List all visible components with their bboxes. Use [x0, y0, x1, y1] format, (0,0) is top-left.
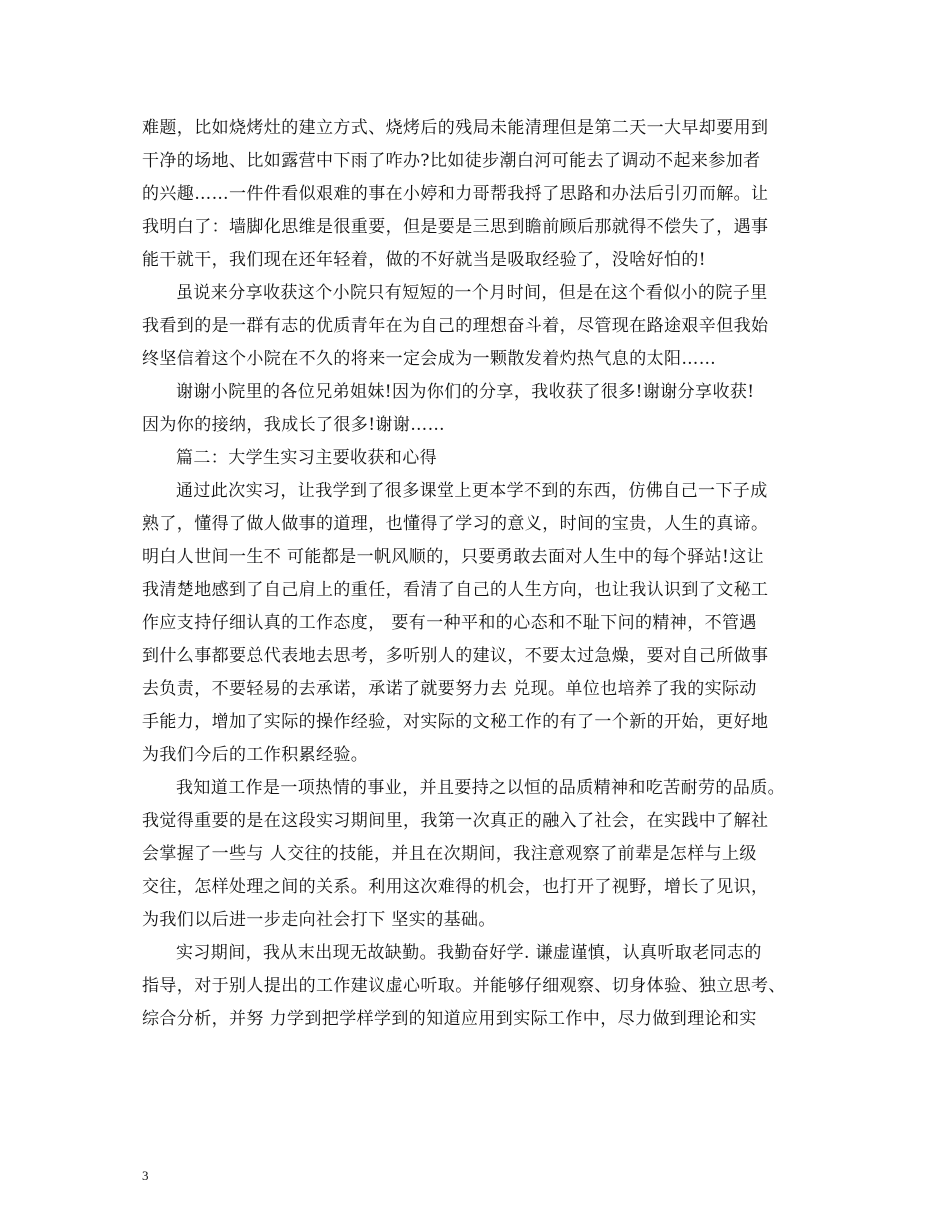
- text-line: 明白人世间一生不 可能都是一帆风顺的，只要勇敢去面对人生中的每个驿站!这让: [142, 547, 765, 567]
- text-line: 我明白了：墙脚化思维是很重要，但是要是三思到瞻前顾后那就得不偿失了，遇事: [142, 217, 769, 237]
- text-line: 我知道工作是一项热情的事业，并且要持之以恒的品质精神和吃苦耐劳的品质。: [176, 778, 785, 798]
- text-line: 手能力，增加了实际的操作经验，对实际的文秘工作的有了一个新的开始，更好地: [142, 712, 769, 732]
- text-line: 实习期间，我从末出现无故缺勤。我勤奋好学. 谦虚谨慎，认真听取老同志的: [176, 943, 762, 963]
- text-line: 虽说来分享收获这个小院只有短短的一个月时间，但是在这个看似小的院子里: [176, 283, 768, 303]
- text-line: 去负责，不要轻易的去承诺，承诺了就要努力去 兑现。单位也培养了我的实际动: [142, 679, 757, 699]
- text-line: 作应支持仔细认真的工作态度， 要有一种平和的心态和不耻下问的精神，不管遇: [142, 613, 757, 633]
- page-number: 3: [142, 1168, 149, 1183]
- text-line: 为我们今后的工作积累经验。: [142, 745, 369, 765]
- text-line: 的兴趣……一件件看似艰难的事在小婷和力哥帮我捋了思路和办法后引刃而解。让: [142, 184, 769, 204]
- text-line: 干净的场地、比如露营中下雨了咋办?比如徒步潮白河可能去了调动不起来参加者: [142, 151, 761, 171]
- text-line: 我觉得重要的是在这段实习期间里，我第一次真正的融入了社会，在实践中了解社: [142, 811, 769, 831]
- text-line: 因为你的接纳，我成长了很多!谢谢……: [142, 415, 446, 435]
- text-line: 到什么事都要总代表地去思考，多听别人的建议，不要太过急燥，要对自己所做事: [142, 646, 769, 666]
- body-text: [142, 112, 822, 1036]
- text-line: 综合分析，并努 力学到把学样学到的知道应用到实际工作中，尽力做到理论和实: [142, 1009, 757, 1029]
- text-line: 为我们以后进一步走向社会打下 坚实的基础。: [142, 910, 496, 930]
- text-line: 交往，怎样处理之间的关系。利用这次难得的机会，也打开了视野，增长了见识，: [142, 877, 769, 897]
- text-line: 熟了，懂得了做人做事的道理，也懂得了学习的意义，时间的宝贵，人生的真谛。: [142, 514, 769, 534]
- text-line: 我看到的是一群有志的优质青年在为自己的理想奋斗着，尽管现在路途艰辛但我始: [142, 316, 769, 336]
- text-line: 我清楚地感到了自己肩上的重任，看清了自己的人生方向，也让我认识到了文秘工: [142, 580, 769, 600]
- text-line: 能干就干，我们现在还年轻着，做的不好就当是吸取经验了，没啥好怕的!: [142, 250, 707, 270]
- text-line: 篇二：大学生实习主要收获和心得: [176, 448, 437, 468]
- text-line: 谢谢小院里的各位兄弟姐妹!因为你们的分享，我收获了很多!谢谢分享收获!: [176, 382, 755, 402]
- text-line: 会掌握了一些与 人交往的技能，并且在次期间，我注意观察了前辈是怎样与上级: [142, 844, 757, 864]
- text-line: 指导，对于别人提出的工作建议虚心听取。并能够仔细观察、切身体验、独立思考、: [142, 976, 786, 996]
- text-line: 难题，比如烧烤灶的建立方式、烧烤后的残局未能清理但是第二天一大早却要用到: [142, 118, 769, 138]
- text-line: 终坚信着这个小院在不久的将来一定会成为一颗散发着灼热气息的太阳……: [142, 349, 717, 369]
- text-line: 通过此次实习，让我学到了很多课堂上更本学不到的东西，仿佛自己一下子成: [176, 481, 768, 501]
